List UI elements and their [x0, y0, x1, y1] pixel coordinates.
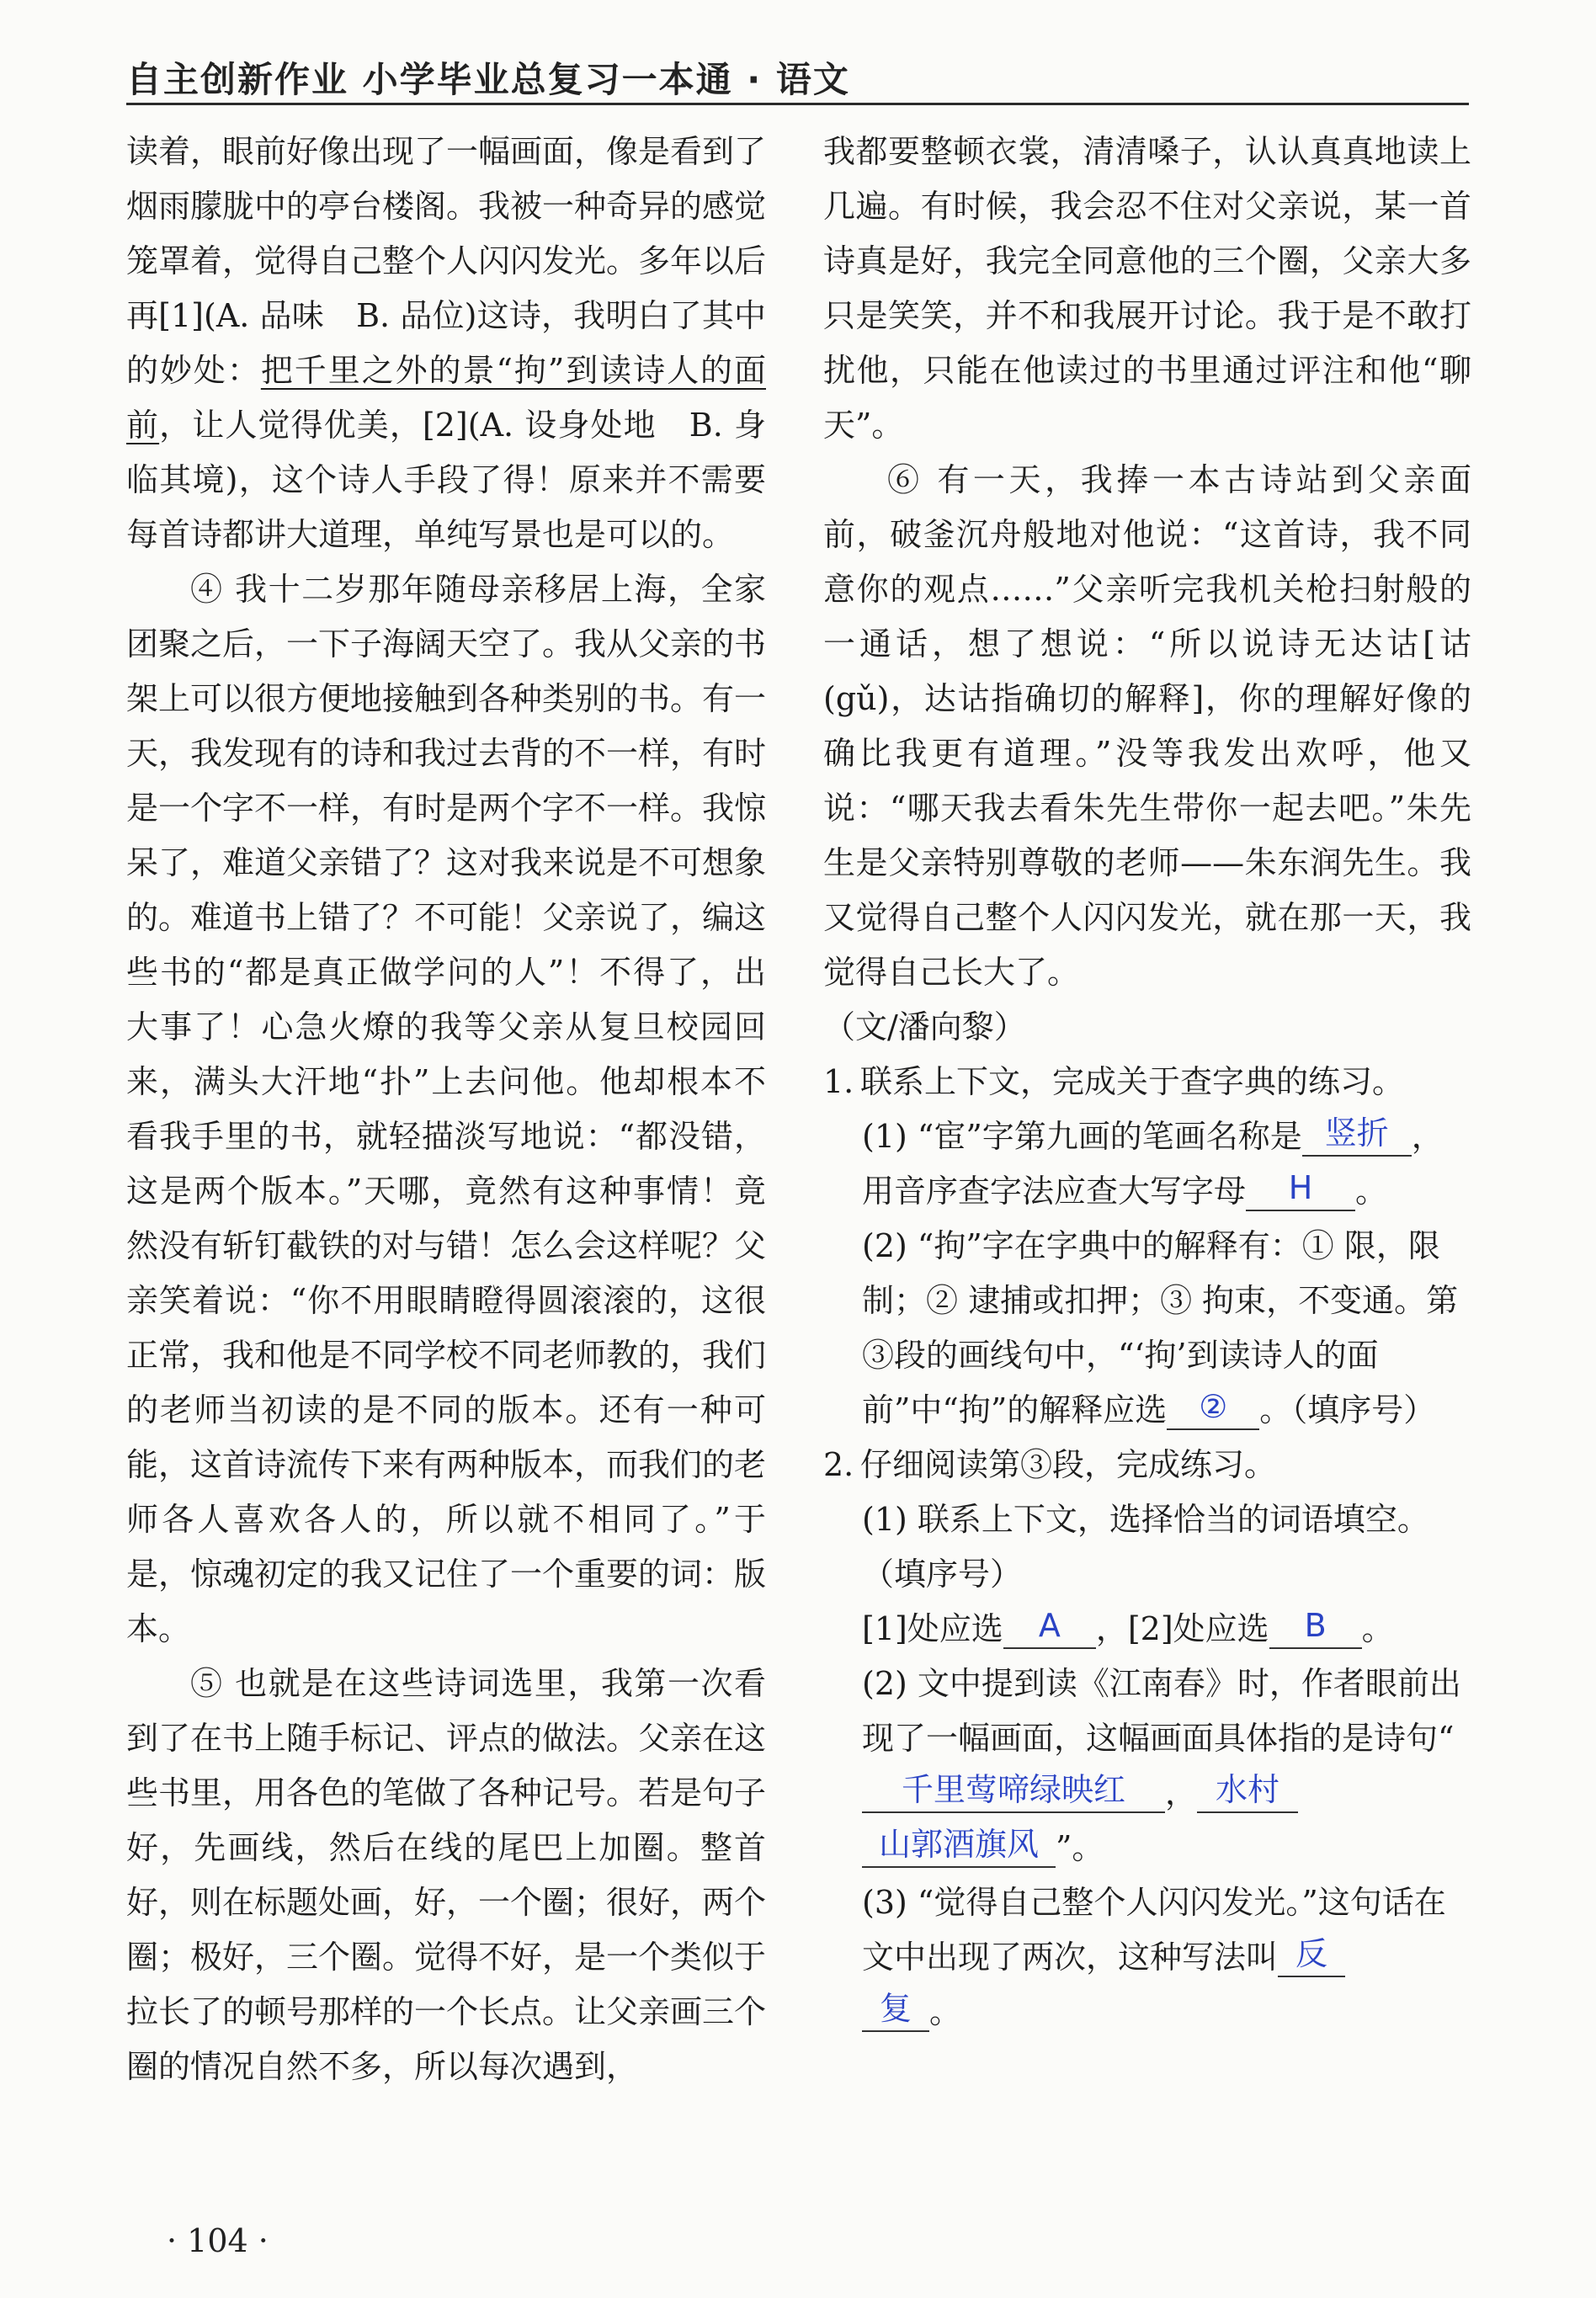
- text-segment: 。（填序号）: [1259, 1391, 1436, 1428]
- text-segment: ，[2]处应选: [1095, 1610, 1269, 1647]
- subquestion-label: (2): [862, 1227, 907, 1264]
- subquestion-label: (1): [862, 1501, 907, 1538]
- author-credit: （文/潘向黎）: [823, 1008, 1026, 1045]
- question-number: 1.: [823, 1063, 854, 1100]
- text-segment: ，让人觉得优美，[2](A. 设身处地 B. 身临其境)，这个诗人手段了得！原来并不需要每首诗都讲大道理，单纯写景也是可以的。: [126, 407, 766, 553]
- answer-blank[interactable]: 山郭酒旗风: [862, 1822, 1056, 1868]
- text-segment: 。: [929, 1993, 962, 2030]
- text-segment: 。: [1355, 1173, 1388, 1210]
- question-1-part-1: [862, 1109, 1471, 1219]
- paragraph-4: ④ 我十二岁那年随母亲移居上海，全家团聚之后，一下子海阔天空了。我从父亲的书架上可以很方便地接触到各种类别的书。有一天，我发现有的诗和我过去背的不一样，有时是一个字不一样，有时是两个字不一样。我惊呆了，难道父亲错了？这对我来说是不可想象的。难道书上错了？不可能！父亲说了，编这些书的“都是真正做学问的人”！不得了，出大事了！心急火燎的我等父亲从复旦校园回来，满头大汗地“扑”上去问他。他却根本不看我手里的书，就轻描淡写地说：“都没错，这是两个版本。”天哪，竟然有这种事情！竟然没有斩钉截铁的对与错！怎么会这样呢？父亲笑着说：“你不用眼睛瞪得圆滚滚的，这很正常，我和他是不同学校不同老师教的，我们的老师当初读的是不同的版本。还有一种可能，这首诗流传下来有两种版本，而我们的老师各人喜欢各人的，所以就不相同了。”于是，惊魂初定的我又记住了一个重要的词：版本。: [126, 571, 767, 1647]
- text-segment: 文中提到读《江南春》时，作者眼前出现了一幅画面，这幅画面具体指的是诗句“: [862, 1665, 1461, 1757]
- text-segment: “拘”字在字典中的解释有：① 限，限制；② 逮捕或扣押；③ 拘束，不变通。第③段的画线句中，“‘拘’到读诗人的面前”中“拘”的解释应选: [862, 1227, 1459, 1428]
- question-title: 联系上下文，完成关于查字典的练习。: [860, 1063, 1405, 1100]
- text-segment: ，用音序查字法应查大写字母: [862, 1118, 1444, 1210]
- text-segment: 读着，眼前好像出现了一幅画面，像是看到了烟雨朦胧中的亭台楼阁。我被一种奇异的感觉笼罩着，觉得自己整个人闪闪发光。多年以后再[1](A. 品味 B. 品位)这诗，我明白了其中的妙处：: [126, 133, 767, 389]
- page-header-title: 自主创新作业 小学毕业总复习一本通 · 语文: [126, 59, 850, 100]
- text-segment: “觉得自己整个人闪闪发光。”这句话在文中出现了两次，这种写法叫: [862, 1884, 1446, 1976]
- question-2-part-1: [862, 1492, 1471, 1657]
- text-segment: 联系上下文，选择恰当的词语填空。（填序号）: [862, 1501, 1429, 1593]
- answer-blank[interactable]: 水村: [1197, 1768, 1298, 1813]
- answer-blank[interactable]: 复: [862, 1987, 929, 2032]
- paragraph-5-continued: 我都要整顿衣裳，清清嗓子，认认真真地读上几遍。有时候，我会忍不住对父亲说，某一首诗真是好，我完全同意他的三个圈，父亲大多只是笑笑，并不和我展开讨论。我于是不敢打扰他，只能在他读过的书里通过评注和他“聊天”。: [823, 133, 1471, 444]
- paragraph-3-continued: [126, 125, 766, 562]
- question-1-part-2: [862, 1219, 1471, 1438]
- question-title: 仔细阅读第③段，完成练习。: [860, 1446, 1277, 1483]
- subquestion-label: (3): [862, 1884, 907, 1921]
- question-2: [823, 1438, 1471, 1492]
- left-column: [126, 125, 766, 2094]
- answer-blank[interactable]: 千里莺啼绿映红: [862, 1768, 1165, 1813]
- subquestion-label: (1): [862, 1118, 907, 1155]
- underlined-sentence: 把千里之外的景“拘”到读诗人的面前: [126, 352, 766, 444]
- text-segment: ，: [1165, 1774, 1198, 1811]
- text-segment: 。: [1361, 1610, 1394, 1647]
- page-number: · 104 ·: [167, 2222, 269, 2259]
- question-2-part-2: [862, 1657, 1471, 1875]
- right-column: [823, 125, 1471, 2040]
- answer-blank[interactable]: 竖折: [1302, 1111, 1412, 1157]
- answer-blank[interactable]: A: [1003, 1604, 1096, 1649]
- paragraph-5: ⑤ 也就是在这些诗词选里，我第一次看到了在书上随手标记、评点的做法。父亲在这些书里，用各色的笔做了各种记号。若是句子好，先画线，然后在线的尾巴上加圈。整首好，则在标题处画，好，一个圈；很好，两个圈；极好，三个圈。觉得不好，是一个类似于拉长了的顿号那样的一个长点。让父亲画三个圈的情况自然不多，所以每次遇到，: [126, 1665, 767, 2085]
- paragraph-6: ⑥ 有一天，我捧一本古诗站到父亲面前，破釜沉舟般地对他说：“这首诗，我不同意你的观点……”父亲听完我机关枪扫射般的一通话，想了想说：“所以说诗无达诂[诂(gǔ)，达诂指确切的解释]，你的理解好像的确比我更有道理。”没等我发出欢呼，他又说：“哪天我去看朱先生带你一起去吧。”朱先生是父亲特别尊敬的老师——朱东润先生。我又觉得自己整个人闪闪发光，就在那一天，我觉得自己长大了。: [823, 461, 1471, 991]
- answer-blank[interactable]: H: [1246, 1166, 1355, 1211]
- answer-blank[interactable]: ②: [1167, 1385, 1259, 1430]
- text-segment: [1]处应选: [862, 1610, 1003, 1647]
- answer-blank[interactable]: 反: [1278, 1932, 1345, 1977]
- question-1: [823, 1055, 1471, 1109]
- text-segment: “宦”字第九画的笔画名称是: [917, 1118, 1302, 1155]
- question-number: 2.: [823, 1446, 854, 1483]
- text-segment: ”。: [1056, 1829, 1104, 1866]
- subquestion-label: (2): [862, 1665, 907, 1702]
- answer-blank[interactable]: B: [1269, 1604, 1362, 1649]
- header-rule: [126, 103, 1469, 105]
- question-2-part-3: [862, 1875, 1471, 2040]
